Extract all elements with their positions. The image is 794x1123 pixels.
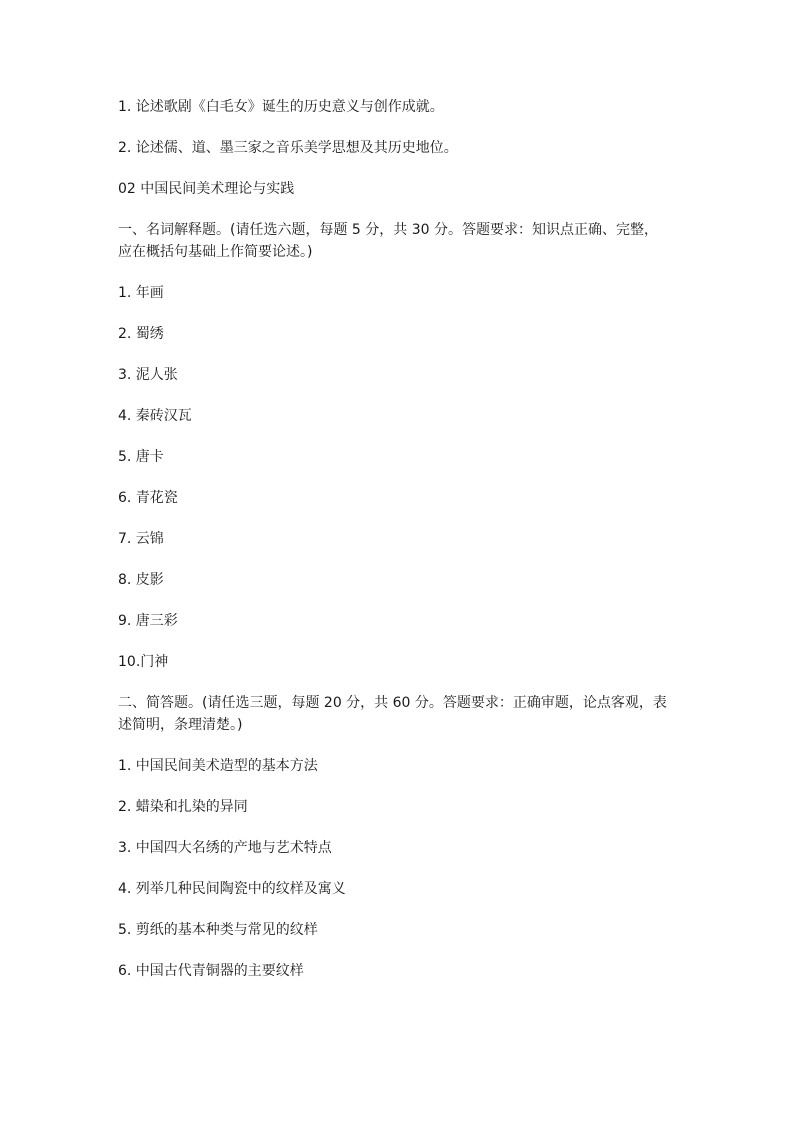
part1-item: 1. 年画 — [118, 285, 164, 301]
part2-item: 4. 列举几种民间陶瓷中的纹样及寓义 — [118, 881, 346, 897]
part1-heading — [118, 219, 678, 263]
part2-item: 3. 中国四大名绣的产地与艺术特点 — [118, 840, 332, 856]
part1-item: 5. 唐卡 — [118, 449, 164, 465]
part1-item: 4. 秦砖汉瓦 — [118, 408, 192, 424]
part2-heading — [118, 692, 678, 736]
part1-item: 6. 青花瓷 — [118, 490, 178, 506]
part1-item: 10.门神 — [118, 654, 169, 670]
intro-question-2: 2. 论述儒、道、墨三家之音乐美学思想及其历史地位。 — [118, 140, 458, 156]
part1-item: 9. 唐三彩 — [118, 613, 178, 629]
part1-item: 3. 泥人张 — [118, 367, 178, 383]
part2-heading-line2: 述简明，条理清楚。) — [118, 717, 243, 733]
intro-question-1: 1. 论述歌剧《白毛女》诞生的历史意义与创作成就。 — [118, 99, 444, 115]
part2-item: 5. 剪纸的基本种类与常见的纹样 — [118, 922, 318, 938]
part2-heading-line1: 二、简答题。(请任选三题，每题 20 分，共 60 分。答题要求：正确审题，论点客观，表 — [118, 695, 667, 711]
document-page — [118, 96, 678, 982]
part1-item: 8. 皮影 — [118, 572, 164, 588]
part2-item: 2. 蜡染和扎染的异同 — [118, 799, 248, 815]
part2-item: 6. 中国古代青铜器的主要纹样 — [118, 963, 304, 979]
section-heading: 02 中国民间美术理论与实践 — [118, 181, 295, 197]
part2-item: 1. 中国民间美术造型的基本方法 — [118, 758, 318, 774]
part1-heading-line1: 一、名词解释题。(请任选六题，每题 5 分，共 30 分。答题要求：知识点正确、完整， — [118, 222, 658, 238]
part1-item: 2. 蜀绣 — [118, 326, 164, 342]
part1-heading-line2: 应在概括句基础上作简要论述。) — [118, 244, 313, 260]
part1-item: 7. 云锦 — [118, 531, 164, 547]
